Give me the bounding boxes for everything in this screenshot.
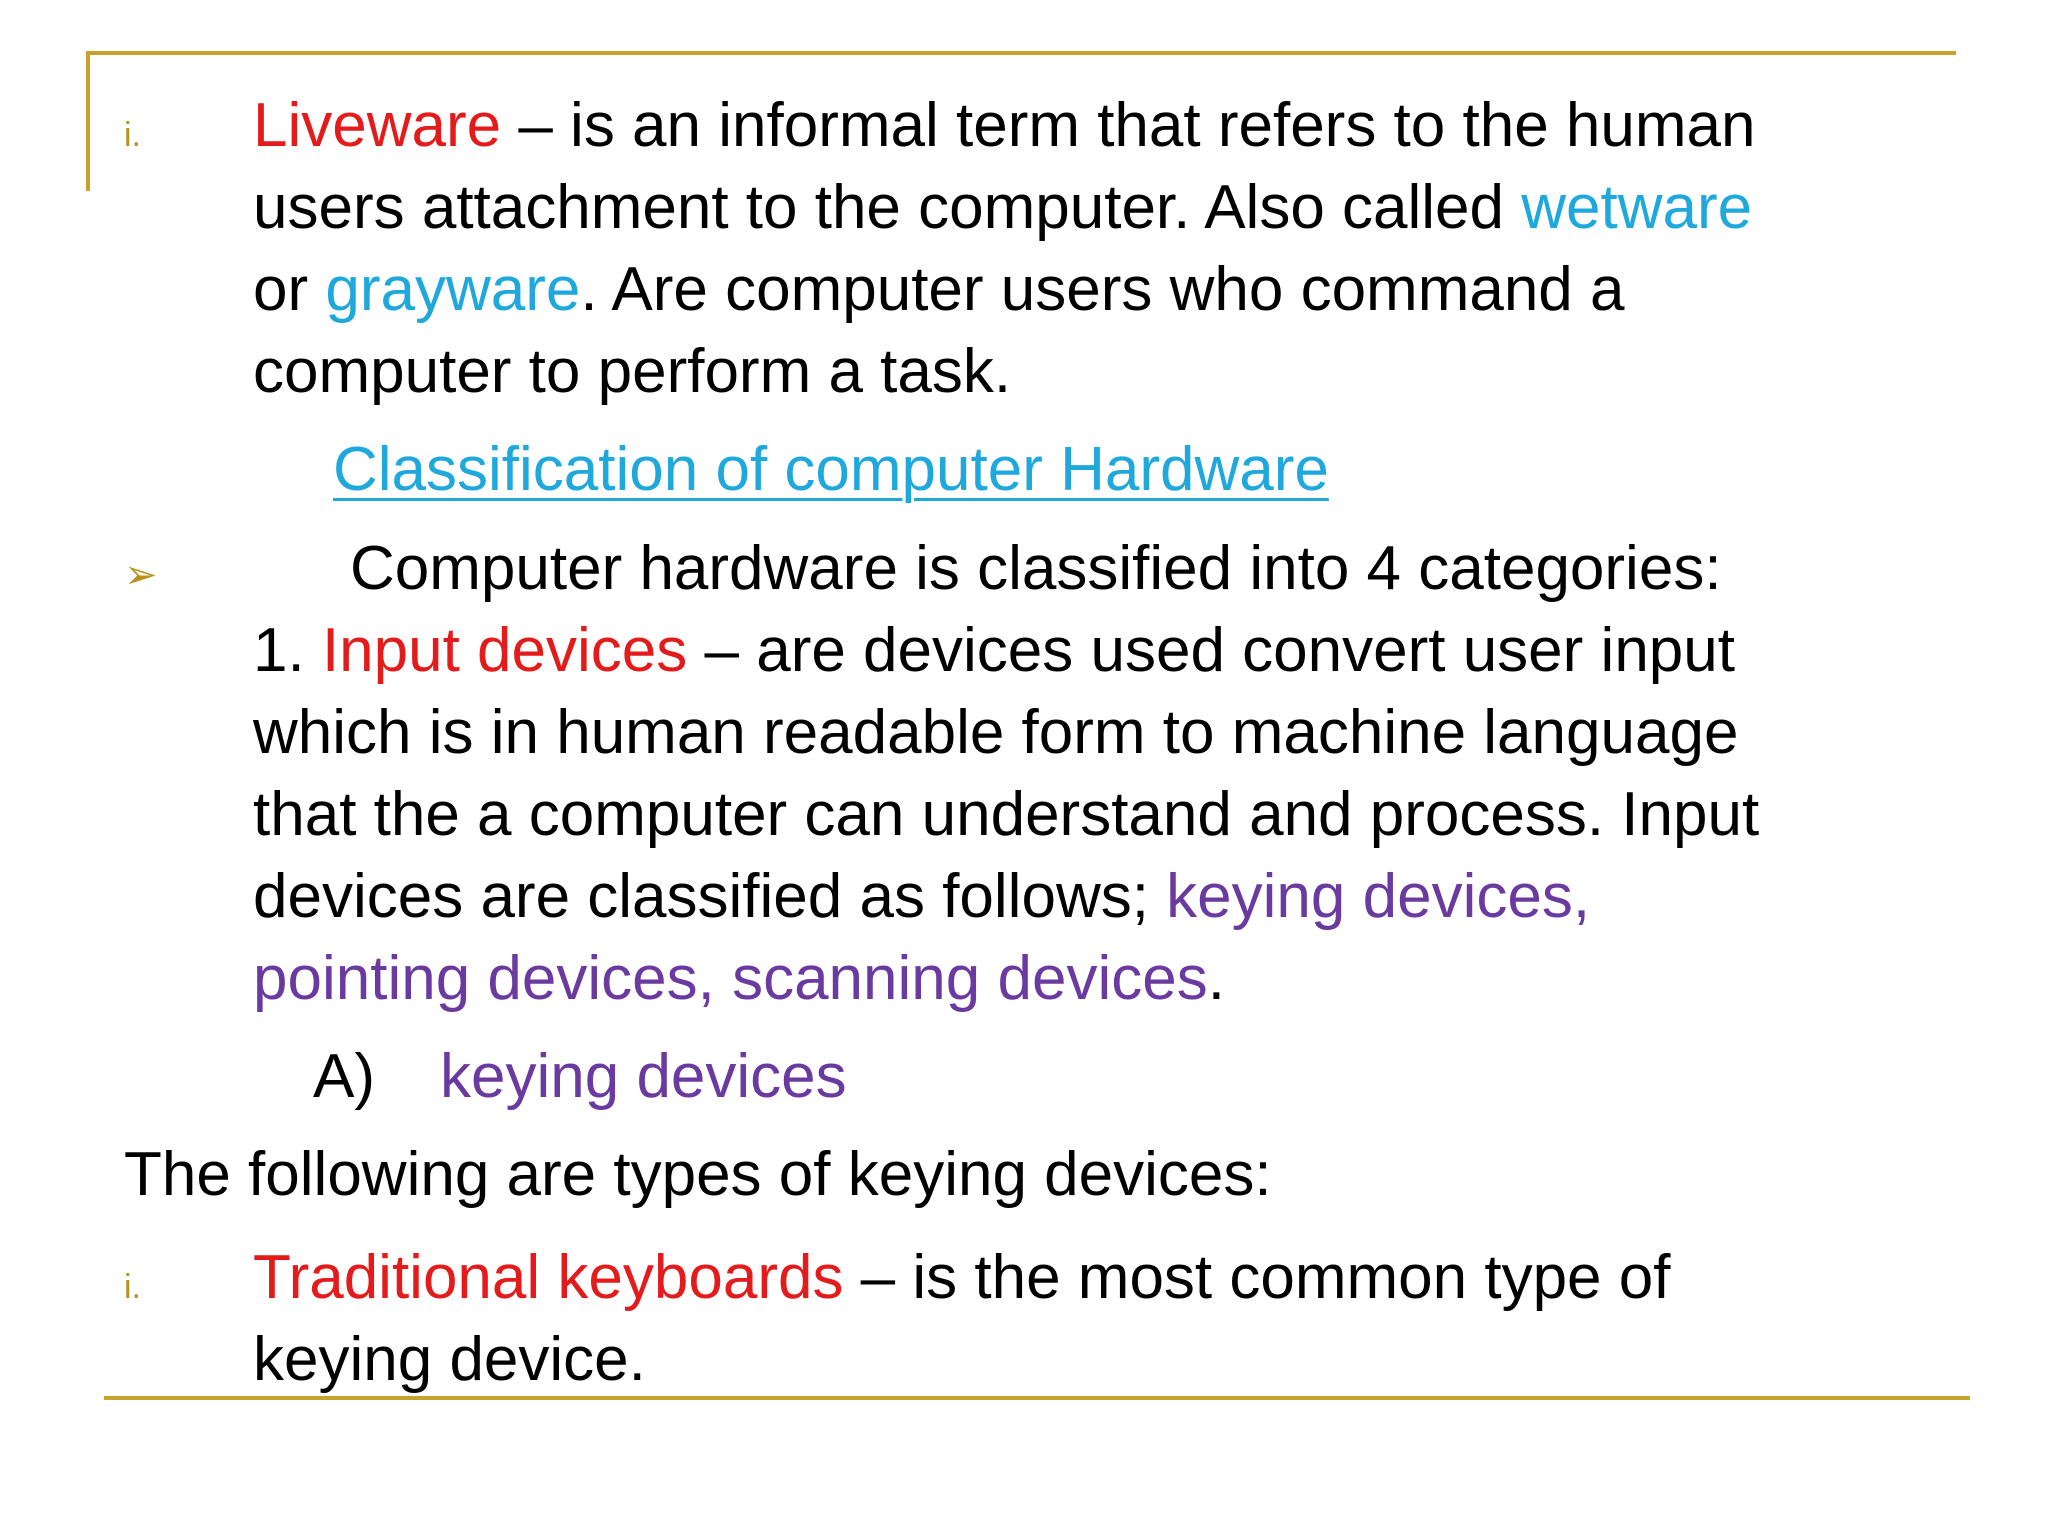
hardware-line-2: which is in human readable form to machine language [253,698,1739,767]
list-marker-i-2: i. [124,1268,141,1306]
list-marker-i: i. [124,116,141,154]
subsection-label: A) [313,1042,375,1111]
liveware-term: Liveware [253,91,502,160]
keyboards-line-1: Traditional keyboards – is the most common type of [253,1243,1671,1312]
hardware-line-1: 1. Input devices – are devices used convert user input [253,616,1735,685]
top-rule [86,51,1956,55]
grayware-term: grayware [325,255,581,324]
left-rule [86,51,90,191]
input-devices-term: Input devices [321,616,688,685]
classification-heading-link[interactable]: Classification of computer Hardware [333,435,1329,504]
liveware-line-4: computer to perform a task. [253,337,1012,406]
pointing-scanning-terms: pointing devices, scanning devices [253,944,1208,1013]
keying-devices-term: keying devices, [1166,862,1591,931]
arrow-bullet-icon: ➢ [124,552,158,598]
keyboards-line-2: keying device. [253,1325,646,1394]
subsection-title: keying devices [440,1042,847,1111]
hardware-line-4: devices are classified as follows; keying devices, [253,862,1591,931]
keyboards-term: Traditional keyboards [253,1243,844,1312]
wetware-term: wetware [1521,173,1753,242]
liveware-line-2: users attachment to the computer. Also called wetware [253,173,1753,242]
hardware-intro: Computer hardware is classified into 4 categories: [350,534,1722,603]
hardware-line-3: that the a computer can understand and process. Input [253,780,1760,849]
types-intro: The following are types of keying devices: [124,1140,1272,1209]
liveware-line-3: or grayware. Are computer users who command a [253,255,1625,324]
hardware-line-5: pointing devices, scanning devices. [253,944,1225,1013]
liveware-line-1: Liveware – is an informal term that refers to the human [253,91,1756,160]
